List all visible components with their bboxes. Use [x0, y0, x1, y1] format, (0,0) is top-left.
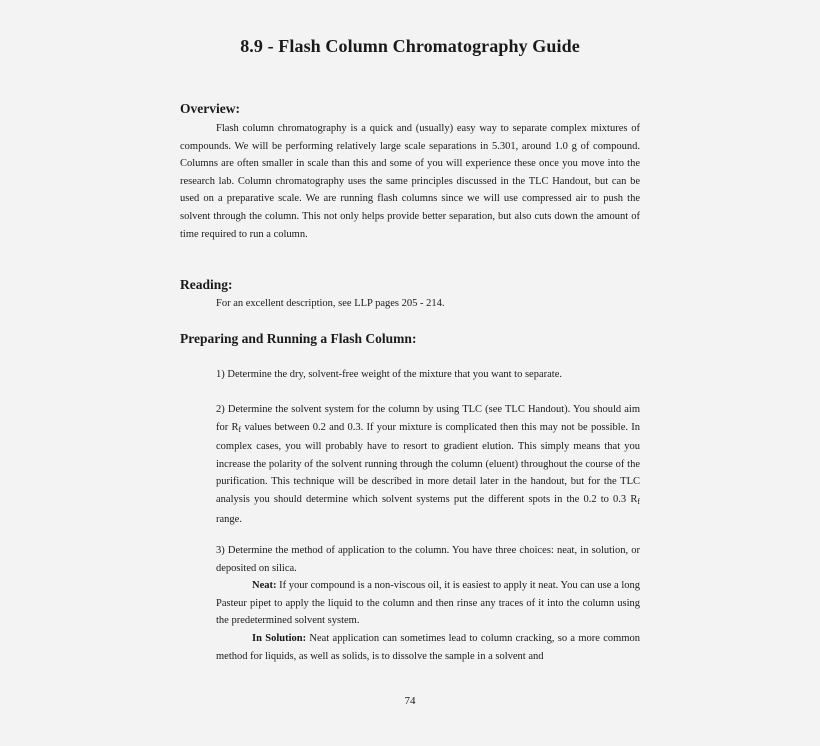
in-solution-label: In Solution:: [252, 633, 307, 644]
page-number: 74: [404, 695, 416, 707]
step-1: 1) Determine the dry, solvent-free weight of the mixture that you want to separate.: [216, 369, 562, 380]
reading-text: For an excellent description, see LLP pages 205 - 214.: [216, 298, 445, 309]
step-2-text-b: values between 0.2 and 0.3. If your mixture is complicated then this may not be possible. In complex cases, you will probably have to resort to gradient elution. This simply means that you increase the polarity of the solvent running through the column (eluent) throughout the course of the purification. This technique will be described in more detail later in the handout, but for the TLC analysis you should determine which solvent systems put the different spots in the 0.2 to 0.3 R: [216, 421, 641, 505]
rf-subscript: f: [238, 424, 242, 434]
neat-paragraph: [216, 577, 640, 630]
neat-label: Neat:: [252, 580, 277, 591]
overview-text: Flash column chromatography is a quick and (usually) easy way to separate complex mixtures of compounds. We will be performing relatively large scale separations in 5.301, around 1.0 g of compound. Columns are often smaller in scale than this and some of you will experience these once you move into the research lab. Column chromatography uses the same principles discussed in the TLC Handout, but can be used on a preparative scale. We are running flash columns since we will use compressed air to push the solvent through the column. This not only helps provide better separation, but also cuts down the amount of time required to run a column.: [180, 123, 640, 240]
overview-paragraph: [180, 120, 640, 243]
reading-heading: Reading:: [180, 277, 233, 292]
page-title: 8.9 - Flash Column Chromatography Guide: [240, 36, 580, 56]
rf-subscript: f: [637, 496, 640, 506]
step-2-text-c: range.: [216, 513, 242, 525]
step-2-text-a: 2) Determine the solvent system for the column by using TLC (see TLC Handout). You should aim for R: [216, 404, 640, 433]
neat-text: If your compound is a non-viscous oil, it is easiest to apply it neat. You can use a long Pasteur pipet to apply the liquid to the column and then rinse any traces of it into the column using the predetermined solvent system.: [216, 580, 640, 627]
overview-heading: Overview:: [180, 101, 240, 116]
step-3: 3) Determine the method of application to the column. You have three choices: neat, in solution, or deposited on silica.: [216, 545, 640, 574]
preparing-heading: Preparing and Running a Flash Column:: [180, 331, 417, 346]
step-2: [216, 401, 640, 528]
reading-paragraph: [180, 295, 640, 313]
in-solution-text: Neat application can sometimes lead to column cracking, so a more common method for liquids, as well as solids, is to dissolve the sample in a solvent and: [216, 633, 640, 662]
in-solution-paragraph: [216, 630, 640, 665]
